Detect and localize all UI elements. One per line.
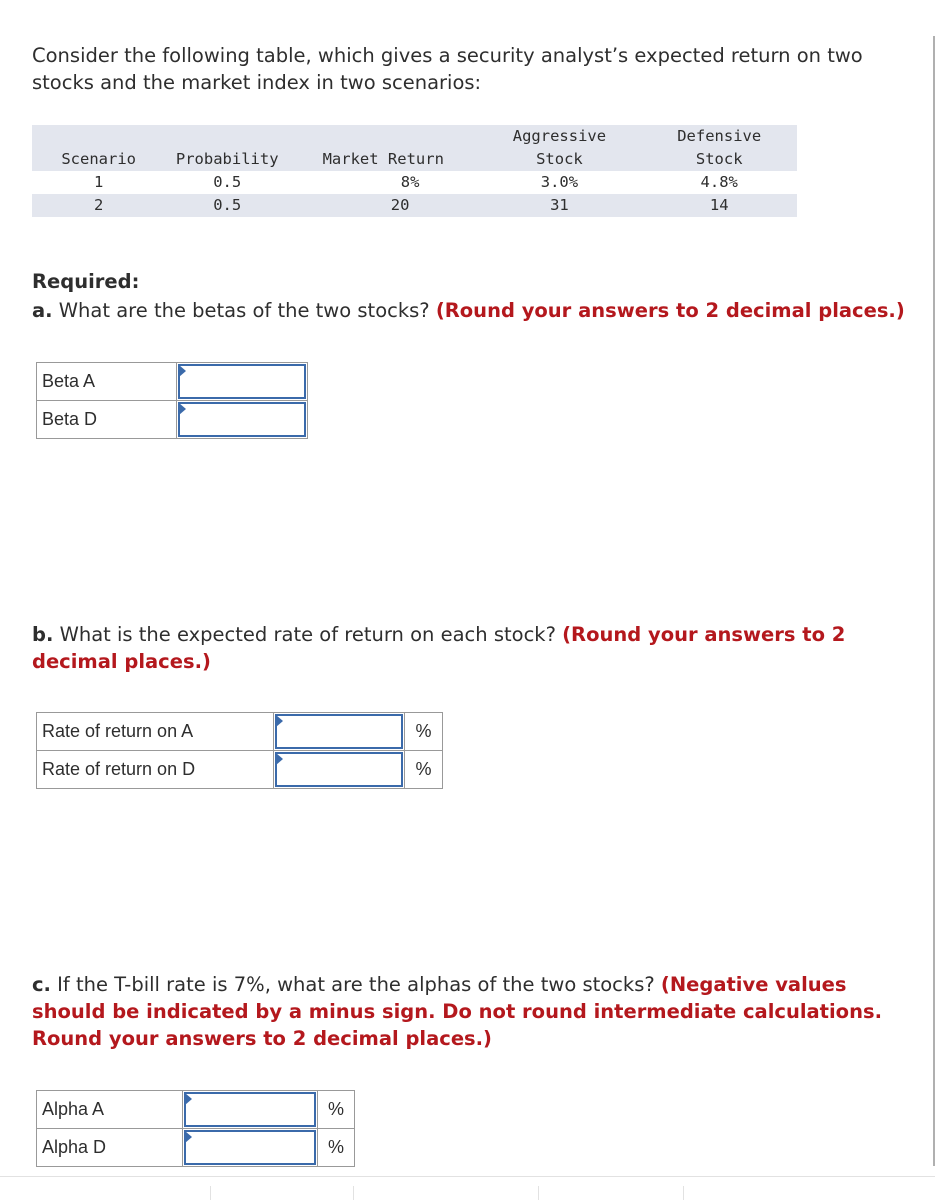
scenario-table	[32, 125, 797, 217]
rate-d-label: Rate of return on D	[37, 751, 274, 789]
beta-a-input[interactable]	[177, 363, 308, 401]
alpha-answer-grid	[36, 1090, 355, 1167]
header-market-return: Market Return	[289, 148, 477, 171]
percent-unit: %	[405, 751, 443, 789]
header-defensive-stock: Stock	[641, 148, 797, 171]
divider	[353, 1186, 354, 1200]
divider	[683, 1186, 684, 1200]
input-marker-icon	[276, 753, 283, 765]
header-aggressive: Aggressive	[477, 125, 641, 148]
rounding-note: (Round your answers to 2 decimal places.)	[435, 299, 905, 322]
alpha-d-label: Alpha D	[37, 1129, 183, 1167]
answer-row	[37, 1091, 355, 1129]
divider	[210, 1186, 211, 1200]
answer-row	[37, 363, 308, 401]
rounding-note: (Round your answers to 2 decimal places.)	[32, 623, 846, 673]
answer-row	[37, 1129, 355, 1167]
table-row: 2 0.5 20 31 14	[32, 194, 797, 217]
problem-intro: Consider the following table, which gives a security analyst’s expected return on two stocks and the market index in two scenarios:	[32, 44, 863, 94]
table-row: 1 0.5 8% 3.0% 4.8%	[93, 173, 738, 191]
required-heading: Required:	[32, 270, 140, 293]
question-b: b. What is the expected rate of return on each stock? (Round your answers to 2 decimal places.)	[32, 623, 846, 673]
input-marker-icon	[179, 365, 186, 377]
input-marker-icon	[276, 715, 283, 727]
rate-a-label: Rate of return on A	[37, 713, 274, 751]
percent-unit: %	[318, 1091, 355, 1129]
question-a: a. What are the betas of the two stocks? (Round your answers to 2 decimal places.)	[32, 299, 905, 322]
divider	[538, 1186, 539, 1200]
input-marker-icon	[185, 1093, 192, 1105]
divider	[0, 1176, 935, 1177]
alpha-a-label: Alpha A	[37, 1091, 183, 1129]
beta-d-input[interactable]	[177, 401, 308, 439]
answer-row	[37, 713, 443, 751]
alpha-d-input[interactable]	[183, 1129, 318, 1167]
input-marker-icon	[179, 403, 186, 415]
percent-unit: %	[318, 1129, 355, 1167]
table-header-row-2	[32, 148, 797, 171]
rate-d-input[interactable]	[274, 751, 405, 789]
answer-row	[37, 401, 308, 439]
answer-row	[37, 751, 443, 789]
rate-a-input[interactable]	[274, 713, 405, 751]
header-defensive: Defensive	[641, 125, 797, 148]
beta-a-label: Beta A	[37, 363, 177, 401]
header-aggressive-stock: Stock	[477, 148, 641, 171]
beta-d-label: Beta D	[37, 401, 177, 439]
beta-answer-grid	[36, 362, 308, 439]
alpha-a-input[interactable]	[183, 1091, 318, 1129]
header-probability: Probability	[165, 148, 289, 171]
return-answer-grid	[36, 712, 443, 789]
percent-unit: %	[405, 713, 443, 751]
table-header-row-1	[32, 125, 797, 148]
question-c: c. If the T-bill rate is 7%, what are the alphas of the two stocks? (Negative values should be indicated by a minus sign. Do not round intermediate calculations. Round your answers to 2 decimal places.)	[32, 973, 882, 1050]
header-scenario: Scenario	[32, 148, 165, 171]
input-marker-icon	[185, 1131, 192, 1143]
rounding-note: (Negative values should be indicated by a minus sign. Do not round intermediate calculations. Round your answers to 2 decimal places.)	[32, 973, 882, 1050]
